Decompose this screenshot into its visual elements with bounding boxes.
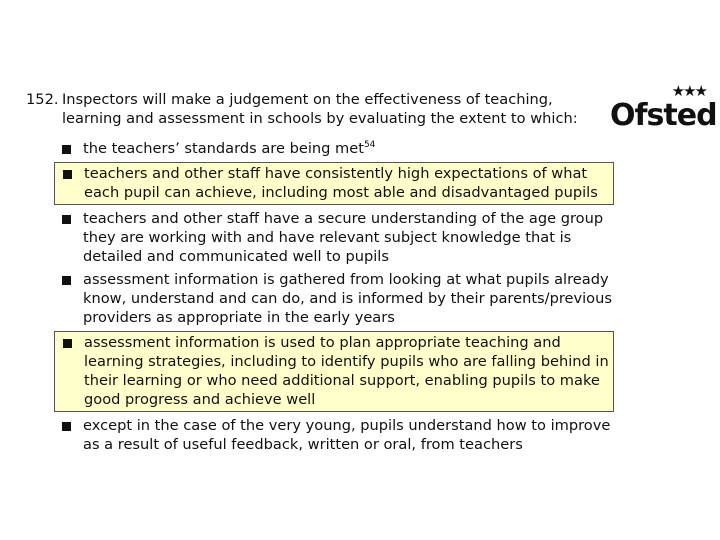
footnote-ref: 54	[363, 140, 376, 151]
list-item-text: except in the case of the very young, pupils understand how to improve as a result of useful feedback, written or oral, from teachers	[83, 417, 611, 453]
list-item-highlighted	[54, 331, 614, 412]
list-item-highlighted	[54, 162, 614, 205]
bullet-square-icon	[63, 339, 72, 348]
bullet-square-icon	[62, 145, 71, 154]
list-item	[54, 139, 614, 158]
bullet-square-icon	[63, 170, 72, 179]
logo-wordmark: Ofsted	[610, 98, 717, 133]
list-item-text: the teachers’ standards are being met	[83, 140, 364, 157]
list-item-text: teachers and other staff have a secure understanding of the age group they are working with and have relevant subject knowledge that is detailed and communicated well to pupils	[83, 210, 604, 265]
list-item-text: teachers and other staff have consistently high expectations of what each pupil can achieve, including most able and disadvantaged pupils	[84, 165, 598, 201]
paragraph-number: 152.	[26, 91, 59, 108]
list-item	[54, 270, 614, 327]
logo-stars-icon: ★★★	[671, 82, 706, 100]
bullet-square-icon	[62, 215, 71, 224]
bullet-square-icon	[62, 276, 71, 285]
list-item	[54, 209, 614, 266]
ofsted-logo	[610, 82, 717, 136]
paragraph-text: Inspectors will make a judgement on the effectiveness of teaching, learning and assessment in schools by evaluating the extent to which:	[62, 91, 578, 127]
list-item-text: assessment information is used to plan appropriate teaching and learning strategies, including to identify pupils who are falling behind in their learning or who need additional support, enabling pupils to make good progress and achieve well	[84, 334, 609, 408]
list-item	[54, 416, 614, 454]
bullet-square-icon	[62, 422, 71, 431]
criteria-list	[54, 139, 614, 458]
paragraph-152	[26, 90, 586, 128]
list-item-text: assessment information is gathered from looking at what pupils already know, understand and can do, and is informed by their parents/previous providers as appropriate in the early years	[83, 271, 612, 326]
